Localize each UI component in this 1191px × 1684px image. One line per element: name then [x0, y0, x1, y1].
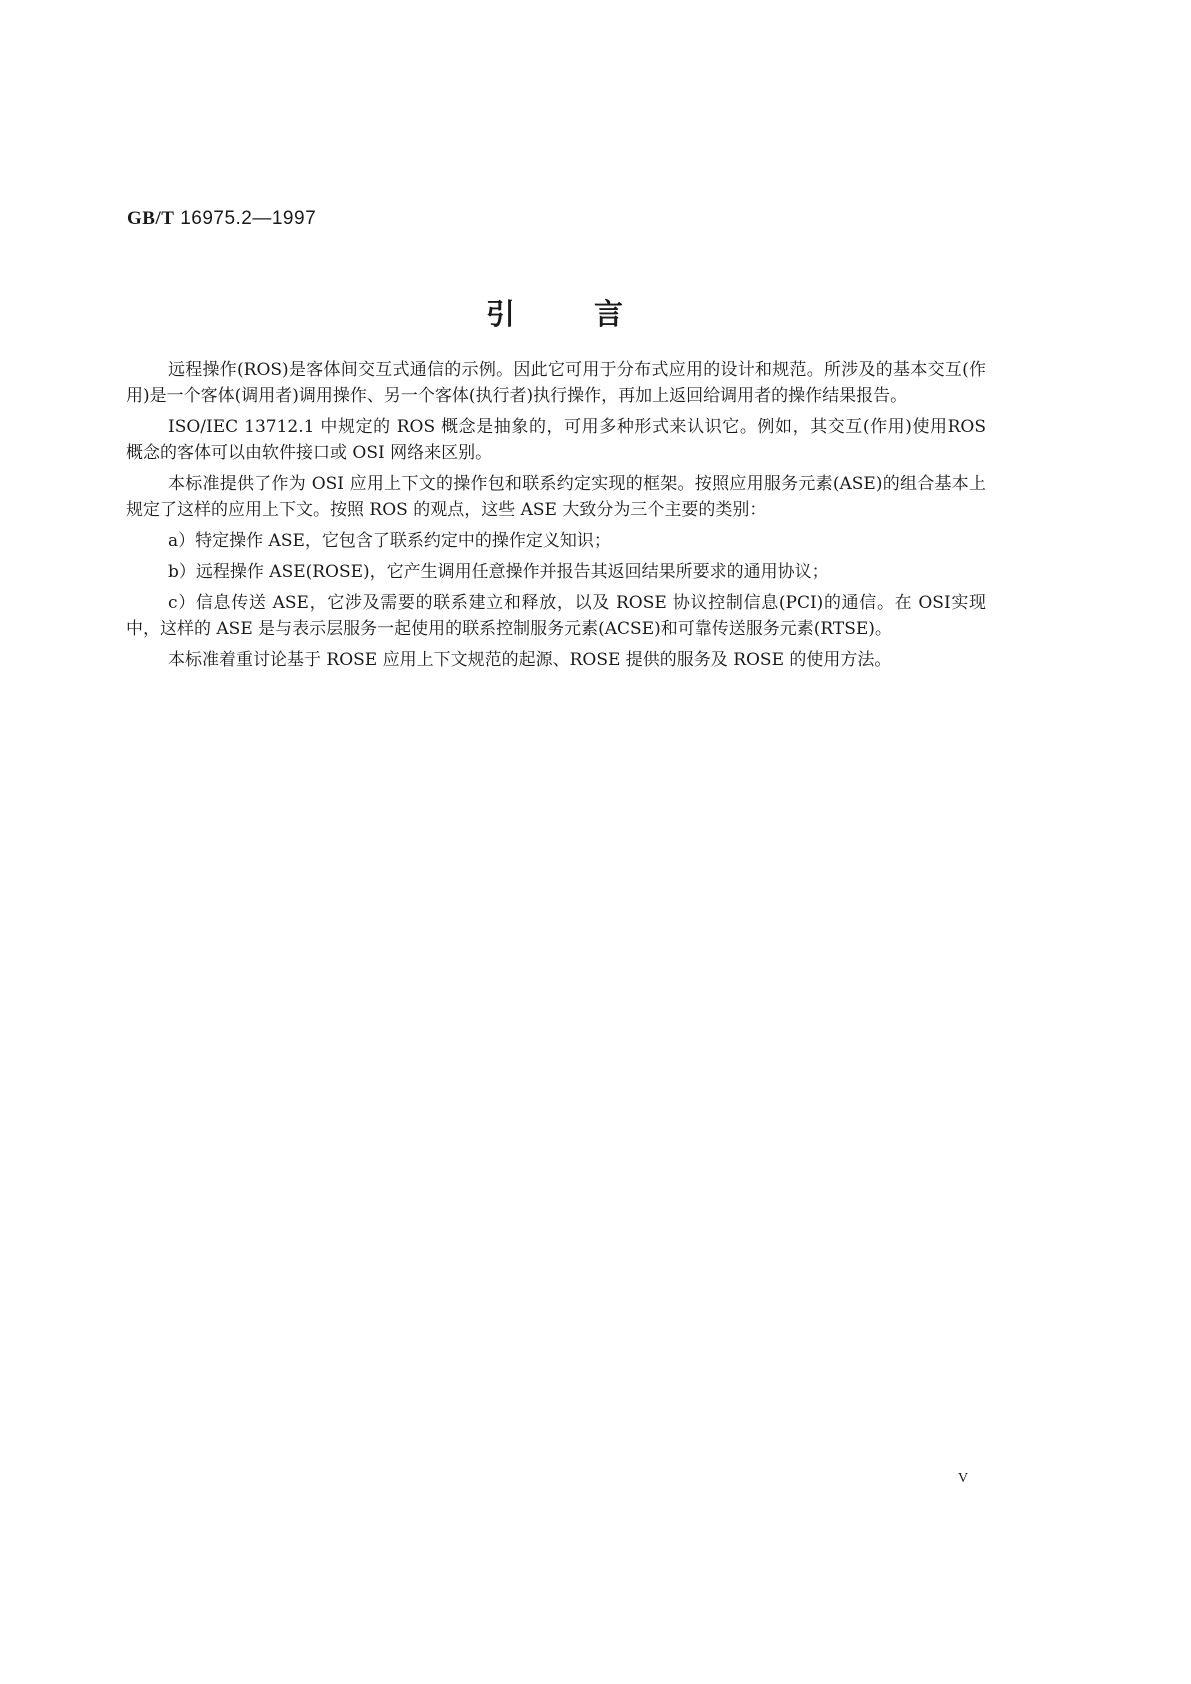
title-char-2: 言 — [594, 297, 624, 331]
paragraph-scope: 本标准着重讨论基于 ROSE 应用上下文规范的起源、ROSE 提供的服务及 ROSE 的使用方法。 — [168, 649, 892, 670]
list-item-b: b）远程操作 ASE(ROSE)，它产生调用任意操作并报告其返回结果所要求的通用协议； — [168, 562, 829, 583]
standard-prefix: GB/T — [127, 208, 175, 229]
paragraph-framework: 本标准提供了作为 OSI 应用上下文的操作包和联系约定实现的框架。按照应用服务元素(ASE)的组合基本上规定了这样的应用上下文。按照 ROS 的观点，这些 ASE 大致分为三个主要的类别： — [126, 474, 986, 521]
paragraph-ros-definition: 远程操作(ROS)是客体间交互式通信的示例。因此它可用于分布式应用的设计和规范。所涉及的基本交互(作用)是一个客体(调用者)调用操作、另一个客体(执行者)执行操作，再加上返回给调用者的操作结果报告。 — [126, 360, 986, 407]
paragraph-ros-concept: ISO/IEC 13712.1 中规定的 ROS 概念是抽象的，可用多种形式来认识它。例如，其交互(作用)使用ROS 概念的客体可以由软件接口或 OSI 网络来区别。 — [126, 417, 986, 464]
list-item-a: a）特定操作 ASE，它包含了联系约定中的操作定义知识； — [168, 531, 611, 552]
introduction-body — [126, 357, 986, 678]
title-char-1: 引 — [486, 297, 516, 331]
section-title — [486, 292, 636, 332]
list-item-c: c）信息传送 ASE，它涉及需要的联系建立和释放，以及 ROSE 协议控制信息(PCI)的通信。在 OSI实现中，这样的 ASE 是与表示层服务一起使用的联系控制服务元素(ACSE)和可靠传送服务元素(RTSE)。 — [126, 592, 986, 640]
standard-code: 16975.2—1997 — [180, 208, 317, 229]
standard-number — [127, 208, 316, 230]
page-number: V — [958, 1471, 969, 1486]
